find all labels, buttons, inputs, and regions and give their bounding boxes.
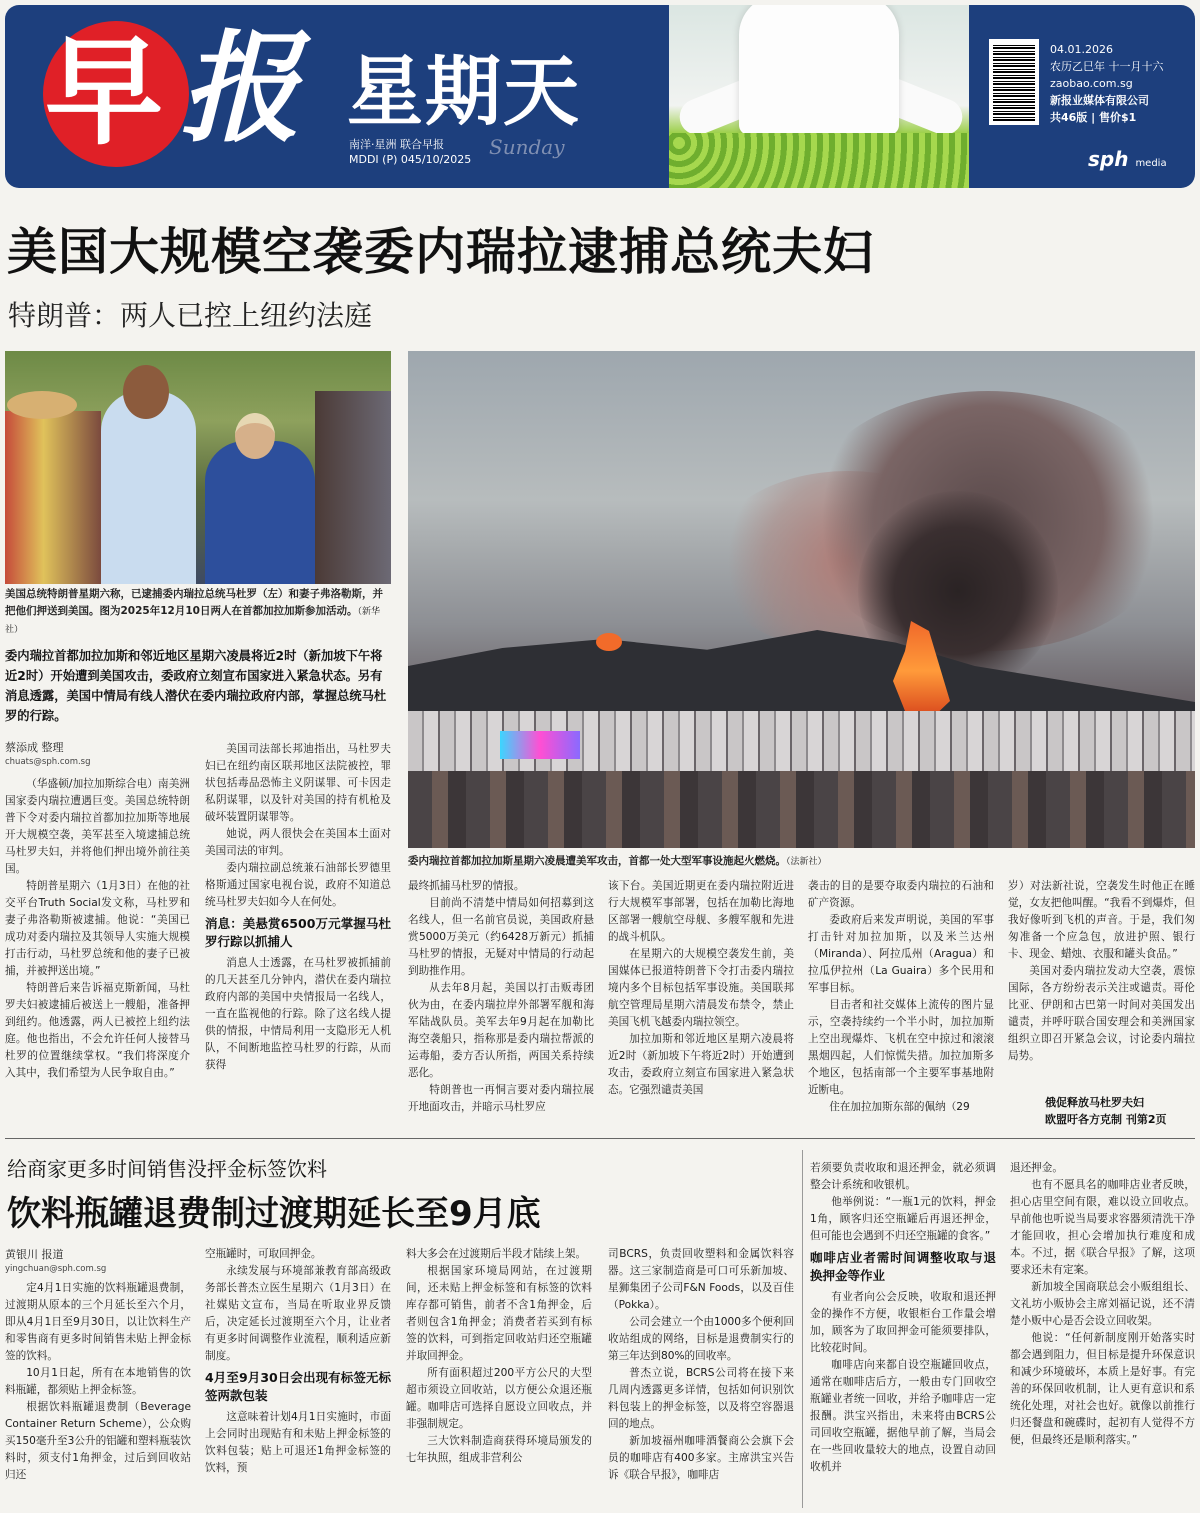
photo-neon-sign: [500, 731, 580, 759]
paragraph: （华盛顿/加拉加斯综合电）南美洲国家委内瑞拉遭遇巨变。美国总统特朗普下令对委内瑞拉首都加拉加斯等地展开大规模空袭，美军甚至入境逮捕总统马杜罗夫妇，并将他们押出境外前往美国。: [5, 778, 190, 875]
photo-person: [739, 5, 899, 135]
paragraph: 退还押金。: [1010, 1162, 1063, 1174]
paragraph: 他举例说：“一瓶1元的饮料，押金1角，顾客归还空瓶罐后再退还押金，但可能也会遇到不归还空瓶罐的食客。”: [810, 1196, 996, 1242]
paragraph: 三大饮料制造商获得环境局颁发的七年执照，组成非营利公: [406, 1435, 592, 1464]
main-lead: 委内瑞拉首都加拉加斯和邻近地区星期六凌晨将近2时（新加坡下午将近2时）开始遭到美国攻击，委政府立刻宣布国家进入紧急状态。另有消息透露，美国中情局有线人潜伏在委内瑞拉政府内部，掌握总统马杜罗的行踪。: [5, 649, 387, 723]
paragraph: 司BCRS，负责回收塑料和金属饮料容器。这三家制造商是可口可乐新加坡、星狮集团子公司F&N Foods，以及百佳（Pokka）。: [608, 1248, 794, 1311]
sph-logo-media: media: [1135, 158, 1167, 169]
sph-logo: [1088, 147, 1167, 171]
paragraph: 空瓶罐时，可取回押金。: [205, 1248, 322, 1260]
paragraph: 委内瑞拉副总统兼石油部长罗德里格斯通过国家电视台说，政府不知道总统马杜罗夫妇如今人在何处。: [205, 862, 391, 908]
barcode: [989, 39, 1039, 125]
photo-flores: [205, 441, 315, 584]
photo-fire-small: [596, 633, 622, 651]
issue-date: 04.01.2026: [1050, 43, 1113, 56]
column-rule: [802, 1150, 803, 1508]
related-teaser-line1: 俄促释放马杜罗夫妇: [1045, 1096, 1144, 1109]
paragraph: 目前尚不清楚中情局如何招募到这名线人，但一名前官员说，美国政府悬赏5000万美元（约6428万新元）抓捕马杜罗的情报，无疑对中情局的行动起到助推作用。: [408, 897, 594, 977]
second-col-3: [406, 1246, 592, 1508]
photo-crowd: [5, 411, 101, 584]
paragraph: 若须要负责收取和退还押金，就必须调整会计系统和收银机。: [810, 1162, 996, 1191]
publisher: 新报业媒体有限公司: [1050, 94, 1149, 107]
logo-char-zao: 早: [45, 23, 164, 161]
related-teaser-line2: 欧盟吁各方克制 刊第2页: [1045, 1113, 1167, 1126]
second-kicker: 给商家更多时间销售没抨金标签饮料: [7, 1157, 327, 1181]
second-byline: [5, 1248, 195, 1276]
second-byline-email: yingchuan@sph.com.sg: [5, 1264, 107, 1274]
paragraph: 消息人士透露，在马杜罗被抓捕前的几天甚至几分钟内，潜伏在委内瑞拉政府内部的美国中央情报局一名线人，一直在监视他的行踪。除了这名线人提供的情报，中情局利用一支隐形无人机队，不间断地监控马杜罗的行踪，从而获得: [205, 957, 391, 1071]
second-col-6: [1010, 1160, 1195, 1508]
second-col-4: [608, 1246, 794, 1508]
paragraph: 新加坡全国商联总会小贩组组长、文礼坊小贩协会主席刘福记说，还不清楚小贩中心是否会设立回收架。: [1010, 1281, 1195, 1327]
paragraph: 岁）对法新社说，空袭发生时他正在睡觉，女友把他叫醒。“我看不到爆炸，但我好像听到飞机的声音。于是，我们匆匆准备一个应急包，放进护照、银行卡、现金、蜡烛、衣服和罐头食品。”: [1008, 880, 1195, 960]
photo1-caption-text: 美国总统特朗普星期六称，已逮捕委内瑞拉总统马杜罗（左）和妻子弗洛勒斯，并把他们押送到美国。图为2025年12月10日两人在首都加拉加斯参加活动。: [5, 588, 383, 617]
second-byline-name: 黄银川 报道: [5, 1248, 64, 1261]
paragraph: 公司会建立一个由1000多个便利回收站组成的网络，目标是退费制实行的第三年达到80%的回收率。: [608, 1316, 794, 1362]
photo1-caption: [5, 586, 391, 639]
main-headline: 美国大规模空袭委内瑞拉逮捕总统夫妇: [7, 223, 874, 281]
paragraph: 在星期六的大规模空袭发生前，美国媒体已报道特朗普下令打击委内瑞拉境内多个目标包括军事设施。美国联邦航空管理局星期六清晨发布禁令，禁止美国飞机飞越委内瑞拉领空。: [608, 948, 794, 1028]
barcode-bars: [993, 43, 1035, 121]
maduro-photo: [5, 351, 391, 584]
paragraph: 她说，两人很快会在美国本土面对美国司法的审判。: [205, 828, 391, 857]
photo-maduro-head: [123, 365, 169, 419]
paragraph: 新加坡福州咖啡酒餐商公会旗下会员的咖啡店有400多家。主席洪宝兴告诉《联合早报》，咖啡店: [608, 1435, 794, 1481]
paragraph: 加拉加斯和邻近地区星期六凌晨将近2时（新加坡下午将近2时）开始遭到攻击，委政府立刻宣布国家进入紧急状态。它强烈谴责美国: [608, 1033, 794, 1096]
second-col5-subhead: 咖啡店业者需时间调整收取与退换押金等作业: [810, 1250, 996, 1283]
paragraph: 他说：“任何新制度刚开始落实时都会遇到阻力，但目标是提升环保意识和减少环境破坏，本质上是好事。有完善的环保回收机制，让人更有意识和系统化处理，对社会也好。就像以前推行归还餐盘和碗碟时，起初有人觉得不方便，但最终还是顺利落实。”: [1010, 1332, 1195, 1446]
masthead-papers: 南洋·星洲 联合早报: [349, 138, 444, 151]
main-byline-name: 蔡添成 整理: [5, 741, 64, 754]
photo2-source: （法新社）: [786, 857, 827, 867]
main-col-5: [808, 878, 994, 1132]
photo-background-people: [315, 391, 391, 584]
masthead-info: [1050, 41, 1164, 126]
main-col-3: [408, 878, 594, 1132]
paragraph: 永续发展与环境部兼教育部高级政务部长普杰立医生星期六（1月3日）在社媒贴文宣布，当局在听取业界反馈后，决定延长过渡期至六个月，让业者有更多时间调整作业流程，顺利适应新制度。: [205, 1265, 391, 1362]
paragraph: 这意味着计划4月1日实施时，市面上会同时出现贴有和未贴上押金标签的饮料包装；贴上可退还1角押金标签的饮料，预: [205, 1411, 391, 1474]
masthead-permit: MDDI (P) 045/10/2025: [349, 153, 472, 166]
edition-title: 星期天: [347, 47, 581, 136]
paragraph: 料大多会在过渡期后半段才陆续上架。: [406, 1248, 587, 1260]
paragraph: 定4月1日实施的饮料瓶罐退费制，过渡期从原本的三个月延长至六个月，即从4月1日至9月30日，以让饮料生产和零售商有更多时间销售未贴上押金标签的饮料。: [5, 1282, 191, 1362]
paragraph: 美国对委内瑞拉发动大空袭，震惊国际，各方纷纷表示关注或谴责。哥伦比亚、伊朗和古巴第一时间对美国发出谴责，并呼吁联合国安理会和美洲国家组织立即召开紧急会议，讨论委内瑞拉局势。: [1008, 965, 1195, 1062]
paragraph: 特朗普也一再恫言要对委内瑞拉展开地面攻击，并暗示马杜罗应: [408, 1084, 594, 1113]
second-col-1: [5, 1280, 191, 1508]
paragraph: 特朗普星期六（1月3日）在他的社交平台Truth Social发文称，马杜罗和妻子弗洛勒斯被逮捕。他说：“美国已成功对委内瑞拉及其领导人实施大规模打击行动，马杜罗总统和他的妻子已被捕，并被押送出境。”: [5, 880, 190, 977]
photo-hat: [7, 391, 77, 419]
main-col-1: [5, 776, 190, 1132]
main-subhead: 特朗普：两人已控上纽约法庭: [8, 299, 373, 332]
photo-city-foreground: [408, 771, 1195, 848]
section-divider: [5, 1138, 1195, 1139]
photo-maduro: [101, 391, 196, 584]
second-col-5: [810, 1160, 996, 1508]
paragraph: 袭击的目的是要夺取委内瑞拉的石油和矿产资源。: [808, 880, 994, 909]
related-teaser[interactable]: [1045, 1094, 1166, 1128]
paragraph: 咖啡店向来都自设空瓶罐回收点，通常在咖啡店后方，一般由专门回收空瓶罐业者统一回收，并给予咖啡店一定报酬。洪宝兴指出，未来将由BCRS公司回收空瓶罐，据他早前了解，当局会在一些回收量较大的地点，设置自动回收机并: [810, 1359, 996, 1473]
main-col2-subhead: 消息：美悬赏6500万元掌握马杜罗行踪以抓捕人: [205, 916, 391, 949]
second-headline: 饮料瓶罐退费制过渡期延长至9月底: [7, 1194, 541, 1234]
logo-char-bao: 报: [180, 20, 300, 159]
pages-price: 共46版 | 售价$1: [1050, 111, 1137, 124]
caracas-fire-photo: [408, 351, 1195, 848]
sph-logo-text: sph: [1088, 147, 1129, 171]
main-col-2: [205, 741, 391, 1132]
paragraph: 所有面积超过200平方公尺的大型超市须设立回收站，以方便公众退还瓶罐。咖啡店可选择自愿设立回收点，并非强制规定。: [406, 1367, 592, 1430]
paragraph: 该下台。美国近期更在委内瑞拉附近进行大规模军事部署，包括在加勒比海地区部署一艘航空母舰、多艘军舰和先进的战斗机队。: [608, 880, 794, 943]
main-byline-email: chuats@sph.com.sg: [5, 757, 91, 767]
main-byline: [5, 741, 195, 769]
paragraph: 特朗普后来告诉福克斯新闻，马杜罗夫妇被逮捕后被送上一艘船，准备押到纽约。他透露，两人已被控上纽约法庭。他也指出，不会允许任何人接替马杜罗的位置继续掌权。“我们将深度介入其中，我们希望为人民争取自由。”: [5, 982, 190, 1079]
paragraph: 10月1日起，所有在本地销售的饮料瓶罐，都须贴上押金标签。: [5, 1367, 191, 1396]
photo1-source: （新华社）: [5, 607, 380, 635]
photo2-caption: [408, 853, 1195, 868]
website: zaobao.com.sg: [1050, 77, 1133, 90]
paragraph: 也有不愿具名的咖啡店业者反映，担心店里空间有限，难以设立回收点。早前他也听说当局要求容器须清洗干净才能回收，担心会增加执行难度和成本。不过，据《联合早报》了解，这项要求还未有定案。: [1010, 1179, 1195, 1276]
photo-flores-head: [235, 413, 275, 459]
paragraph: 最终抓捕马杜罗的情报。: [408, 880, 525, 892]
paragraph: 普杰立说，BCRS公司将在接下来几周内透露更多详情，包括如何识别饮料包装上的押金标签，以及将空容器退回的地点。: [608, 1367, 794, 1430]
masthead-photo: [669, 5, 969, 188]
photo2-caption-text: 委内瑞拉首都加拉加斯星期六凌晨遭美军攻击，首都一处大型军事设施起火燃烧。: [408, 855, 786, 867]
masthead-script: Sunday: [489, 135, 565, 159]
masthead-subtitle: [349, 137, 471, 167]
photo-plants: [669, 133, 969, 188]
paragraph: 委政府后来发声明说，美国的军事打击针对加拉加斯，以及米兰达州（Miranda）、阿拉瓜州（Aragua）和拉瓜伊拉州（La Guaira）多个民用和军事目标。: [808, 914, 994, 994]
second-col-2: [205, 1246, 391, 1508]
main-col-6: [1008, 878, 1195, 1092]
paragraph: 根据饮料瓶罐退费制（Beverage Container Return Scheme），公众购买150毫升至3公升的铝罐和塑料瓶装饮料时，须支付1角押金，过后到回收站归还: [5, 1401, 191, 1481]
paragraph: 有业者向公会反映，收取和退还押金的操作不方便，收银柜台工作量会增加，顾客为了取回押金可能须要排队，比较花时间。: [810, 1291, 996, 1354]
paragraph: 住在加拉加斯东部的佩纳（29: [829, 1101, 970, 1113]
paragraph: 从去年8月起，美国以打击贩毒团伙为由，在委内瑞拉岸外部署军舰和海军陆战队员。美军去年9月起在加勒比海空袭船只，指称那是委内瑞拉帮派的运毒船，委方否认所指，两国关系持续恶化。: [408, 982, 594, 1079]
main-col-4: [608, 878, 794, 1132]
paragraph: 目击者和社交媒体上流传的图片显示，空袭持续约一个半小时，加拉加斯上空出现爆炸、飞机在空中掠过和滚滚黑烟四起，人们惊慌失措。加拉加斯多个地区，包括南部一个主要军事基地附近断电。: [808, 999, 994, 1096]
second-col2-subhead: 4月至9月30日会出现有标签无标签两款包装: [205, 1370, 391, 1403]
masthead: [5, 5, 1195, 188]
paragraph: 根据国家环境局网站，在过渡期间，还未贴上押金标签和有标签的饮料库存都可销售，前者不含1角押金，后者则包含1角押金；消费者若买到有标签的饮料，可到指定回收站归还空瓶罐并取回押金。: [406, 1265, 592, 1362]
lunar-date: 农历乙巳年 十一月十六: [1050, 60, 1164, 73]
paragraph: 美国司法部长邦迪指出，马杜罗夫妇已在纽约南区联邦地区法院被控，罪状包括毒品恐怖主义阴谋罪、可卡因走私阴谋罪，以及针对美国的持有机枪及破坏装置阴谋罪等。: [205, 743, 391, 823]
